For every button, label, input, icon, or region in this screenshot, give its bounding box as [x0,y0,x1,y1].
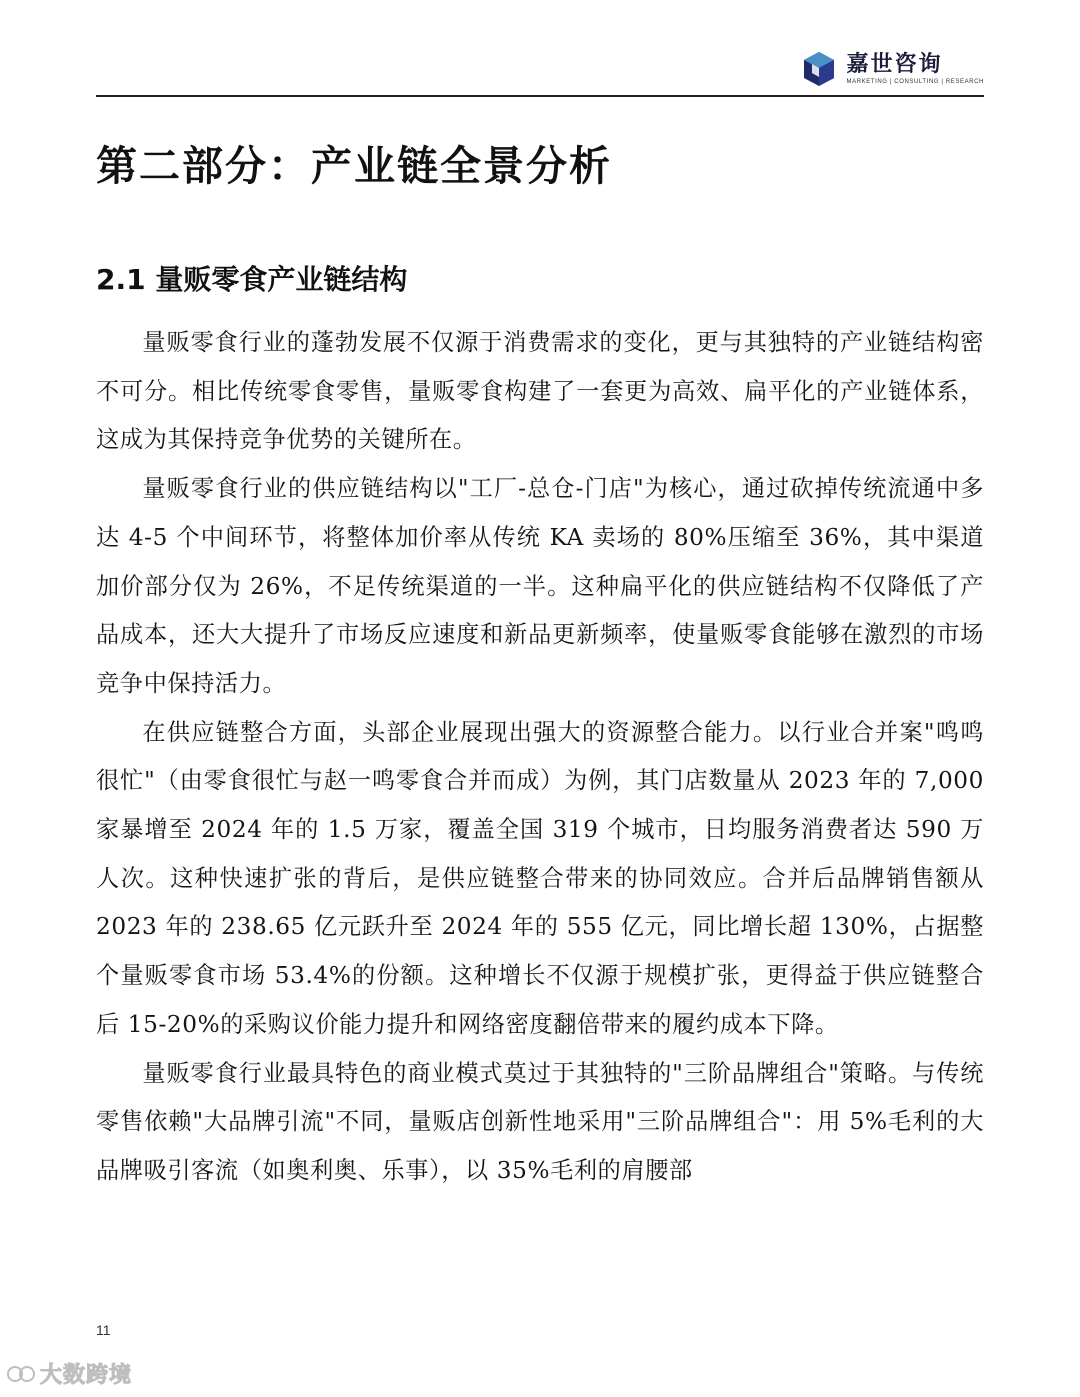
header-divider [96,95,984,97]
page-header [96,40,984,96]
paragraph-1: 量贩零食行业的蓬勃发展不仅源于消费需求的变化，更与其独特的产业链结构密不可分。相比传统零食零售，量贩零食构建了一套更为高效、扁平化的产业链体系，这成为其保持竞争优势的关键所在。 [96,329,984,454]
logo-tagline: MARKETING | CONSULTING | RESEARCH [846,78,984,85]
watermark-logo-icon [6,1361,36,1387]
paragraph-2: 量贩零食行业的供应链结构以"工厂-总仓-门店"为核心，通过砍掉传统流通中多达 4-5 个中间环节，将整体加价率从传统 KA 卖场的 80%压缩至 36%，其中渠道加价部分仅为 26%，不足传统渠道的一半。这种扁平化的供应链结构不仅降低了产品成本，还大大提升了市场反应速度和新品更新频率，使量贩零食能够在激烈的市场竞争中保持活力。 [96,475,984,697]
watermark [6,1358,132,1389]
logo-name: 嘉世咨询 [846,51,943,77]
part-title: 第二部分：产业链全景分析 [96,142,612,190]
brand-logo [799,48,985,90]
paragraph-3: 在供应链整合方面，头部企业展现出强大的资源整合能力。以行业合并案"鸣鸣很忙"（由零食很忙与赵一鸣零食合并而成）为例，其门店数量从 2023 年的 7,000 家暴增至 2024 年的 1.5 万家，覆盖全国 319 个城市，日均服务消费者达 590 万人次。这种快速扩张的背后，是供应链整合带来的协同效应。合并后品牌销售额从 2023 年的 238.65 亿元跃升至 2024 年的 555 亿元，同比增长超 130%，占据整个量贩零食市场 53.4%的份额。这种增长不仅源于规模扩张，更得益于供应链整合后 15-20%的采购议价能力提升和网络密度翻倍带来的履约成本下降。 [96,718,984,1038]
body-text [96,319,984,1249]
paragraph-4: 量贩零食行业最具特色的商业模式莫过于其独特的"三阶品牌组合"策略。与传统零售依赖"大品牌引流"不同，量贩店创新性地采用"三阶品牌组合"：用 5%毛利的大品牌吸引客流（如奥利奥、乐事），以 35%毛利的肩腰部 [96,1059,984,1184]
logo-cube-icon [799,49,839,89]
section-title: 2.1 量贩零食产业链结构 [96,263,408,296]
watermark-text: 大数跨境 [40,1363,133,1388]
page-number: 11 [96,1322,111,1338]
